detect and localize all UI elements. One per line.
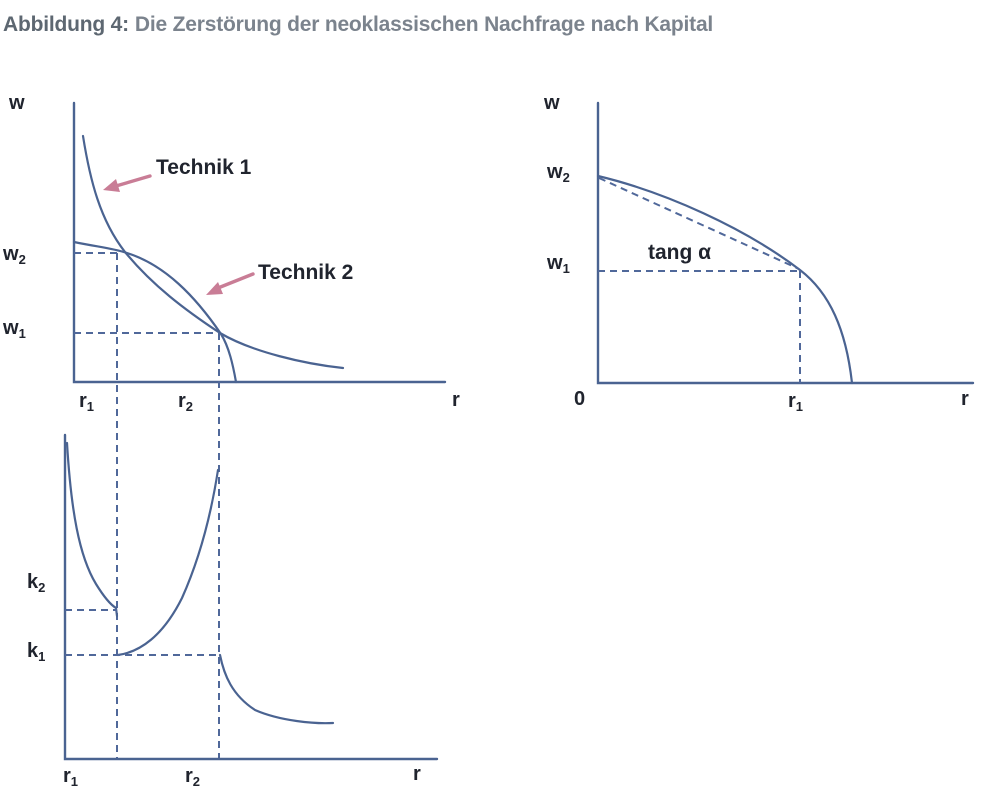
- arrow-technik-1-line: [116, 176, 150, 186]
- curve-k-branch-1: [67, 443, 117, 616]
- tick-label-origin-right: 0: [574, 388, 586, 410]
- tick-label-w2-left: $w_2$: [3, 243, 26, 267]
- curve-frontier: [598, 176, 852, 383]
- tick-label-k1: $k_1$: [27, 640, 46, 664]
- axis-label-w-left: w: [9, 92, 25, 114]
- annotation-technik-2: Technik 2: [258, 261, 354, 284]
- panel-wage-profit-two-techniques: [74, 103, 445, 759]
- axes-bottom: [65, 435, 437, 759]
- annotation-technik-1: Technik 1: [156, 156, 252, 179]
- axis-label-r-bottom: r: [413, 763, 421, 785]
- annotation-tang-alpha: tang α: [648, 241, 712, 264]
- tick-label-r2-bottom: $r_2$: [185, 765, 201, 789]
- tick-label-w2-right: $w_2$: [547, 161, 570, 185]
- figure-caption-text: Die Zerstörung der neoklassischen Nachfrage nach Kapital: [134, 13, 714, 36]
- axis-label-r-left: r: [452, 389, 460, 411]
- tick-label-k2: $k_2$: [27, 571, 46, 595]
- axes-top-left: [74, 103, 445, 382]
- tick-label-r1-left: $r_1$: [79, 390, 95, 414]
- tick-label-r1-right: $r_1$: [788, 390, 804, 414]
- tick-label-w1-right: $w_1$: [547, 252, 570, 276]
- arrow-technik-2-line: [218, 274, 253, 288]
- curve-k-branch-2: [118, 470, 218, 655]
- axis-label-w-right: w: [544, 92, 560, 114]
- arrow-technik-2-head: [206, 282, 223, 295]
- arrow-technik-1-head: [103, 179, 120, 192]
- axis-label-r-right: r: [961, 388, 969, 410]
- curve-k-branch-3: [220, 655, 333, 723]
- tick-label-w1-left: $w_1$: [3, 317, 26, 341]
- tick-label-r2-left: $r_2$: [178, 390, 194, 414]
- panel-capital-demand: [65, 435, 437, 759]
- curve-technik-2: [74, 242, 236, 382]
- figure-caption-label: Abbildung 4:: [3, 13, 129, 36]
- tick-label-r1-bottom: $r_1$: [63, 765, 79, 789]
